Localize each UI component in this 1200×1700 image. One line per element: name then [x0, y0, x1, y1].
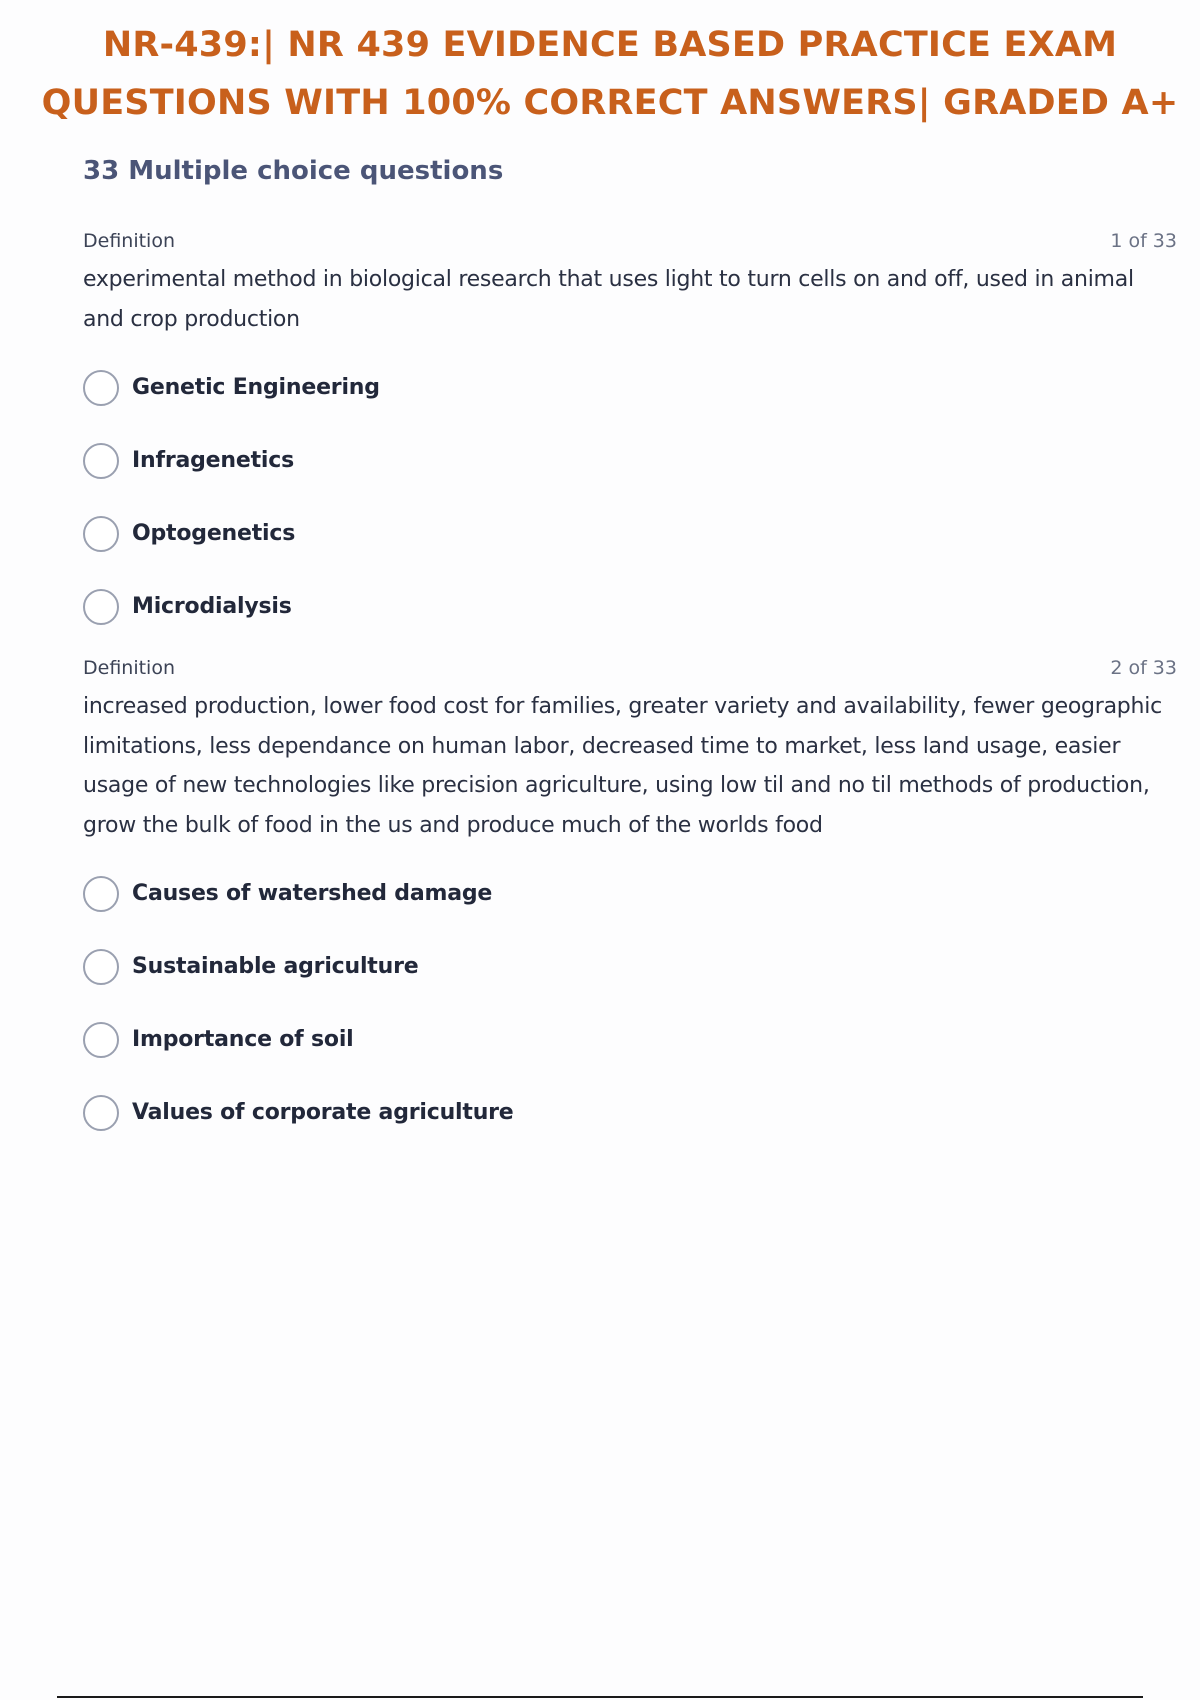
question-counter: 1 of 33	[1110, 230, 1177, 252]
answer-option-label: Infragenetics	[132, 448, 294, 473]
question-text: experimental method in biological research that uses light to turn cells on and off, used in animal and crop production	[83, 267, 1134, 332]
radio-button[interactable]	[83, 443, 119, 479]
radio-button[interactable]	[83, 1022, 119, 1058]
radio-button[interactable]	[83, 516, 119, 552]
answer-option-label: Sustainable agriculture	[132, 954, 419, 979]
radio-button[interactable]	[83, 949, 119, 985]
answer-option[interactable]	[83, 930, 1177, 1003]
question-type-label: Definition	[83, 230, 176, 252]
document-title-line-2: QUESTIONS WITH 100% CORRECT ANSWERS| GRADED A+	[41, 83, 1179, 123]
answer-option-label: Causes of watershed damage	[132, 881, 493, 906]
radio-button[interactable]	[83, 589, 119, 625]
answer-option[interactable]	[83, 1003, 1177, 1076]
question-header	[83, 653, 1177, 683]
answer-option[interactable]	[83, 351, 1177, 424]
quiz-heading: 33 Multiple choice questions	[83, 156, 504, 186]
question-header	[83, 226, 1177, 256]
answer-option-label: Genetic Engineering	[132, 375, 380, 400]
radio-button[interactable]	[83, 370, 119, 406]
answer-option[interactable]	[83, 424, 1177, 497]
question-card	[83, 653, 1177, 1149]
radio-button[interactable]	[83, 876, 119, 912]
answer-option[interactable]	[83, 857, 1177, 930]
answer-option-label: Microdialysis	[132, 594, 292, 619]
answer-options	[83, 351, 1177, 643]
answer-option-label: Values of corporate agriculture	[132, 1100, 514, 1125]
question-counter: 2 of 33	[1110, 657, 1177, 679]
answer-option[interactable]	[83, 497, 1177, 570]
answer-option-label: Optogenetics	[132, 521, 296, 546]
question-type-label: Definition	[83, 657, 176, 679]
answer-option[interactable]	[83, 1076, 1177, 1149]
radio-button[interactable]	[83, 1095, 119, 1131]
question-text: increased production, lower food cost for families, greater variety and availability, fewer geographic limitations, less dependance on human labor, decreased time to market, less land usage, easier usage of new technologies like precision agriculture, using low til and no til methods of production, grow the bulk of food in the us and produce much of the worlds food	[83, 694, 1162, 838]
answer-option-label: Importance of soil	[132, 1027, 354, 1052]
quiz-content	[83, 150, 1177, 1159]
document-title	[20, 16, 1200, 132]
question-card	[83, 226, 1177, 643]
page-bottom-rule	[57, 1696, 1143, 1698]
answer-options	[83, 857, 1177, 1149]
answer-option[interactable]	[83, 570, 1177, 643]
document-title-line-1: NR-439:| NR 439 EVIDENCE BASED PRACTICE EXAM	[102, 25, 1118, 65]
